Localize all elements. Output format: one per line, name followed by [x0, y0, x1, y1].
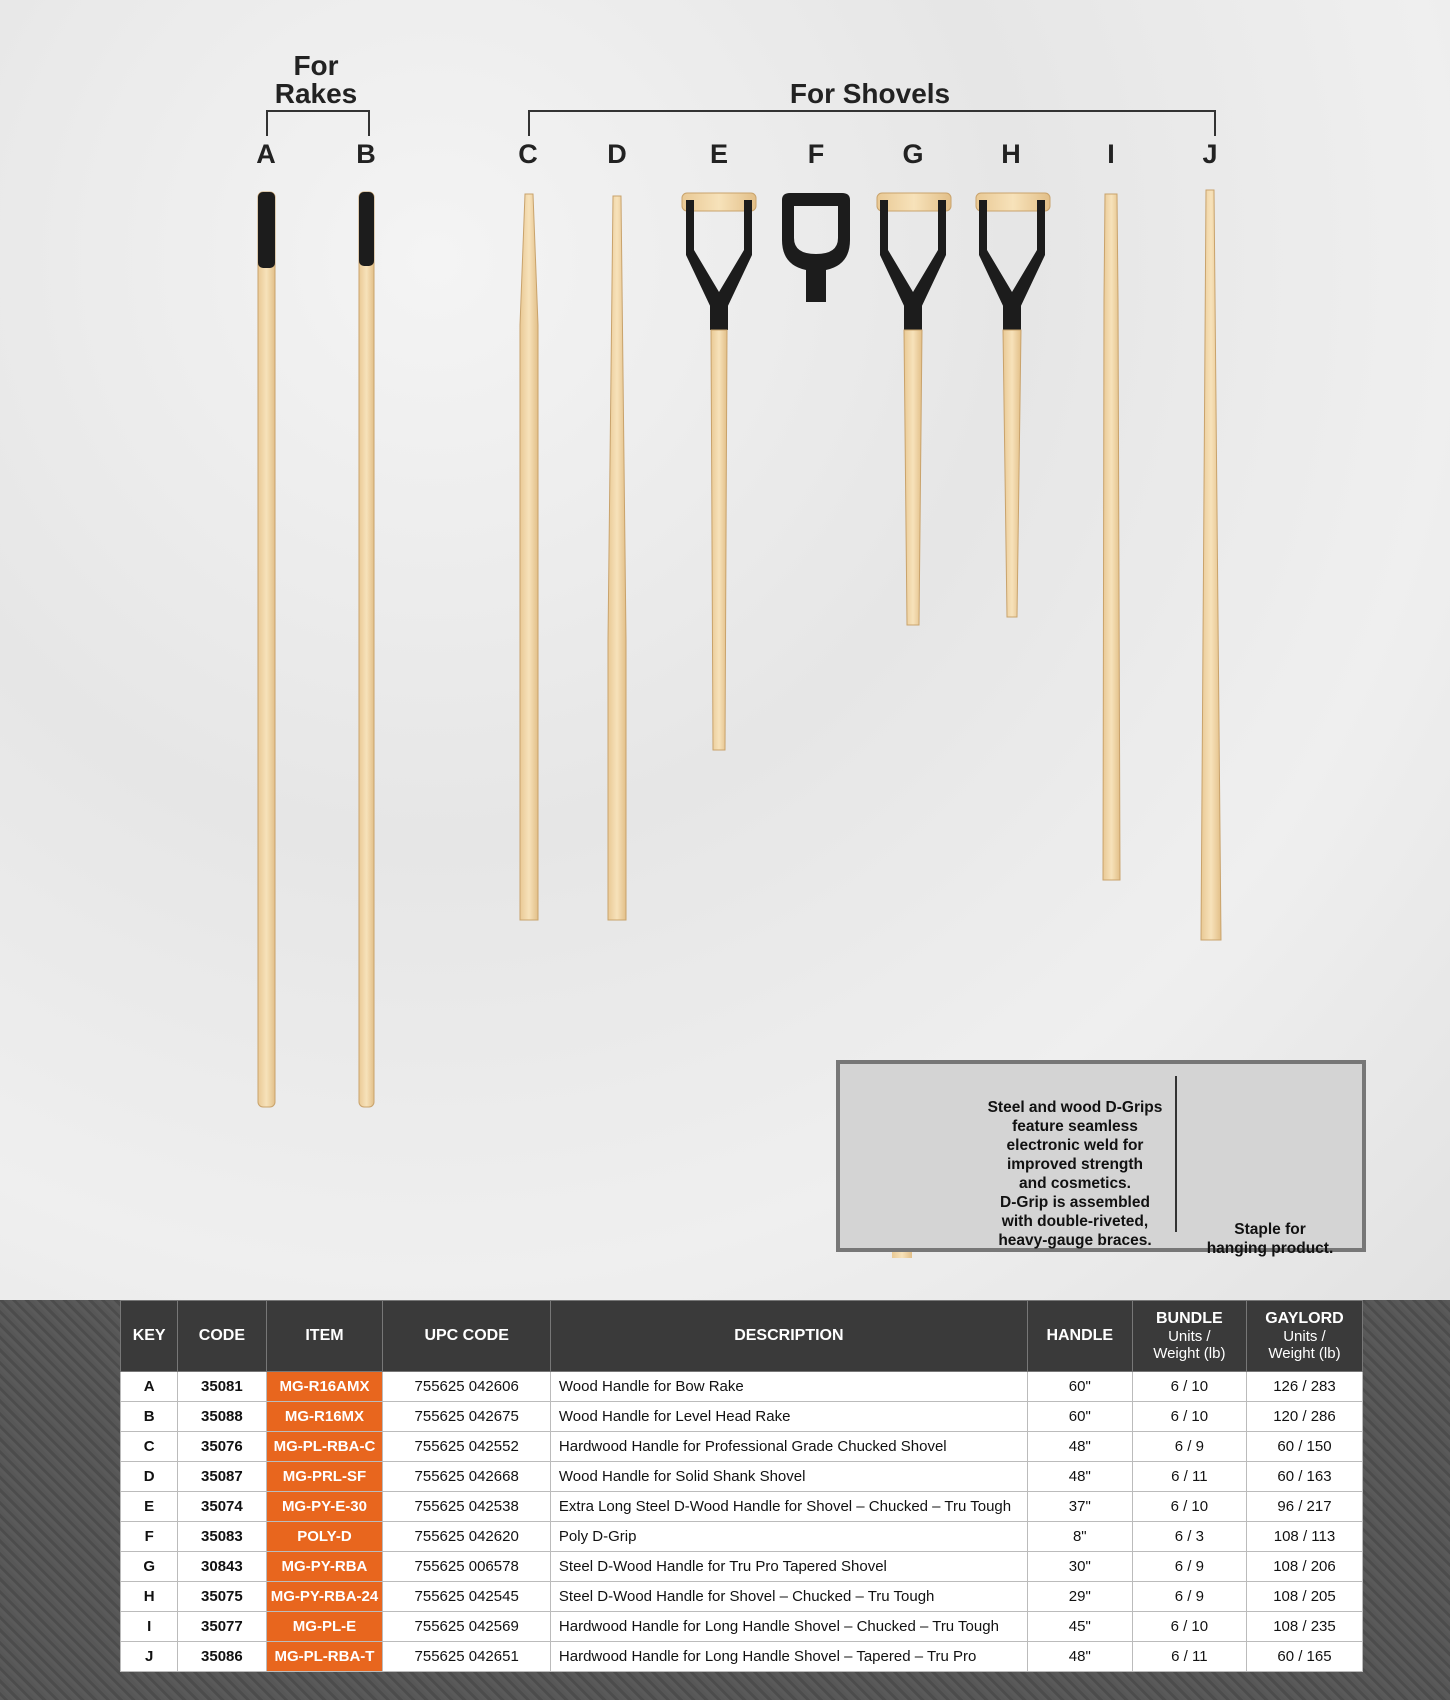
table-row [121, 1492, 1363, 1522]
cell-item: MG-R16MX [266, 1402, 383, 1432]
header-gaylord: GAYLORD Units / Weight (lb) [1246, 1301, 1362, 1372]
handle-i-image [1103, 194, 1120, 880]
cell-key: H [121, 1582, 178, 1612]
cell-handle: 48" [1027, 1462, 1132, 1492]
cell-upc: 755625 042675 [383, 1402, 550, 1432]
cell-bundle: 6 / 11 [1132, 1462, 1246, 1492]
cell-bundle: 6 / 10 [1132, 1402, 1246, 1432]
table-row [121, 1582, 1363, 1612]
cell-handle: 60" [1027, 1372, 1132, 1402]
cell-item: MG-PL-E [266, 1612, 383, 1642]
feature-callout [836, 1060, 1366, 1257]
handle-a-image [258, 192, 275, 1107]
cell-bundle: 6 / 10 [1132, 1372, 1246, 1402]
table-row [121, 1432, 1363, 1462]
cell-gaylord: 108 / 206 [1246, 1552, 1362, 1582]
table-row [121, 1522, 1363, 1552]
cell-upc: 755625 042668 [383, 1462, 550, 1492]
cell-item: MG-PL-RBA-T [266, 1642, 383, 1672]
cell-gaylord: 120 / 286 [1246, 1402, 1362, 1432]
key-letter-c: C [518, 139, 538, 169]
cell-description: Extra Long Steel D-Wood Handle for Shovel – Chucked – Tru Tough [550, 1492, 1027, 1522]
table-header-row [121, 1301, 1363, 1372]
cell-item: MG-PY-RBA [266, 1552, 383, 1582]
header-key: KEY [121, 1301, 178, 1372]
cell-description: Wood Handle for Solid Shank Shovel [550, 1462, 1027, 1492]
key-letter-h: H [1001, 139, 1021, 169]
cell-handle: 30" [1027, 1552, 1132, 1582]
cell-upc: 755625 006578 [383, 1552, 550, 1582]
cell-gaylord: 60 / 163 [1246, 1462, 1362, 1492]
shovels-group-title: For Shovels [789, 78, 951, 109]
cell-description: Hardwood Handle for Long Handle Shovel – Chucked – Tru Tough [550, 1612, 1027, 1642]
cell-code: 35086 [178, 1642, 266, 1672]
cell-bundle: 6 / 9 [1132, 1582, 1246, 1612]
key-letter-i: I [1107, 139, 1115, 169]
header-item: ITEM [266, 1301, 383, 1372]
header-upc: UPC CODE [383, 1301, 550, 1372]
key-letter-g: G [902, 139, 924, 169]
cell-bundle: 6 / 11 [1132, 1642, 1246, 1672]
cell-handle: 29" [1027, 1582, 1132, 1612]
cell-code: 35081 [178, 1372, 266, 1402]
cell-bundle: 6 / 10 [1132, 1492, 1246, 1522]
table-row [121, 1402, 1363, 1432]
cell-code: 35077 [178, 1612, 266, 1642]
cell-bundle: 6 / 3 [1132, 1522, 1246, 1552]
key-letter-f: F [807, 139, 825, 169]
cell-upc: 755625 042538 [383, 1492, 550, 1522]
cell-description: Steel D-Wood Handle for Shovel – Chucked – Tru Tough [550, 1582, 1027, 1612]
staple-feature-text: Staple for hanging product. [1206, 1221, 1334, 1257]
cell-upc: 755625 042545 [383, 1582, 550, 1612]
header-description: DESCRIPTION [550, 1301, 1027, 1372]
cell-key: E [121, 1492, 178, 1522]
header-handle: HANDLE [1027, 1301, 1132, 1372]
table-row [121, 1612, 1363, 1642]
cell-upc: 755625 042569 [383, 1612, 550, 1642]
cell-code: 35074 [178, 1492, 266, 1522]
cell-item: MG-R16AMX [266, 1372, 383, 1402]
cell-upc: 755625 042651 [383, 1642, 550, 1672]
cell-description: Poly D-Grip [550, 1522, 1027, 1552]
cell-gaylord: 96 / 217 [1246, 1492, 1362, 1522]
cell-key: I [121, 1612, 178, 1642]
handle-d-image [608, 196, 626, 920]
cell-gaylord: 60 / 150 [1246, 1432, 1362, 1462]
key-letter-j: J [1202, 139, 1218, 169]
cell-description: Hardwood Handle for Long Handle Shovel – Tapered – Tru Pro [550, 1642, 1027, 1672]
cell-handle: 48" [1027, 1642, 1132, 1672]
cell-handle: 45" [1027, 1612, 1132, 1642]
cell-gaylord: 108 / 235 [1246, 1612, 1362, 1642]
cell-gaylord: 108 / 113 [1246, 1522, 1362, 1552]
handle-c-image [520, 194, 538, 920]
product-spec-table [120, 1300, 1363, 1672]
key-letter-d: D [607, 139, 627, 169]
cell-key: G [121, 1552, 178, 1582]
table-row [121, 1552, 1363, 1582]
cell-key: C [121, 1432, 178, 1462]
cell-gaylord: 126 / 283 [1246, 1372, 1362, 1402]
cell-handle: 48" [1027, 1432, 1132, 1462]
cell-gaylord: 108 / 205 [1246, 1582, 1362, 1612]
rakes-group-title: For Rakes [274, 50, 358, 109]
cell-upc: 755625 042606 [383, 1372, 550, 1402]
cell-gaylord: 60 / 165 [1246, 1642, 1362, 1672]
cell-code: 35088 [178, 1402, 266, 1432]
callout-divider [1175, 1076, 1177, 1232]
d-grip-feature-text: Steel and wood D-Grips feature seamless electronic weld for improved strength and cosmetics. D-Grip is assembled with double-riveted, heavy-gauge braces. [987, 1099, 1163, 1249]
cell-bundle: 6 / 9 [1132, 1552, 1246, 1582]
cell-code: 35076 [178, 1432, 266, 1462]
cell-upc: 755625 042552 [383, 1432, 550, 1462]
cell-item: POLY-D [266, 1522, 383, 1552]
handle-e-image [682, 193, 756, 750]
cell-key: A [121, 1372, 178, 1402]
cell-key: B [121, 1402, 178, 1432]
cell-upc: 755625 042620 [383, 1522, 550, 1552]
cell-bundle: 6 / 9 [1132, 1432, 1246, 1462]
cell-item: MG-PL-RBA-C [266, 1432, 383, 1462]
header-code: CODE [178, 1301, 266, 1372]
handle-h-image [976, 193, 1050, 617]
table-body [121, 1372, 1363, 1672]
table-row [121, 1372, 1363, 1402]
cell-description: Hardwood Handle for Professional Grade Chucked Shovel [550, 1432, 1027, 1462]
handle-f-image [782, 193, 850, 302]
header-bundle: BUNDLE Units / Weight (lb) [1132, 1301, 1246, 1372]
cell-item: MG-PRL-SF [266, 1462, 383, 1492]
key-letter-a: A [256, 139, 276, 169]
cell-handle: 60" [1027, 1402, 1132, 1432]
table-row [121, 1642, 1363, 1672]
table-row [121, 1462, 1363, 1492]
cell-item: MG-PY-RBA-24 [266, 1582, 383, 1612]
cell-description: Wood Handle for Bow Rake [550, 1372, 1027, 1402]
cell-code: 35083 [178, 1522, 266, 1552]
cell-handle: 8" [1027, 1522, 1132, 1552]
cell-description: Steel D-Wood Handle for Tru Pro Tapered Shovel [550, 1552, 1027, 1582]
cell-bundle: 6 / 10 [1132, 1612, 1246, 1642]
cell-key: D [121, 1462, 178, 1492]
cell-description: Wood Handle for Level Head Rake [550, 1402, 1027, 1432]
key-letter-b: B [356, 139, 376, 169]
handle-j-image [1201, 190, 1221, 940]
cell-key: J [121, 1642, 178, 1672]
cell-code: 35075 [178, 1582, 266, 1612]
cell-key: F [121, 1522, 178, 1552]
cell-code: 35087 [178, 1462, 266, 1492]
handle-b-image [359, 192, 374, 1107]
cell-item: MG-PY-E-30 [266, 1492, 383, 1522]
cell-handle: 37" [1027, 1492, 1132, 1522]
handle-g-image [877, 193, 951, 625]
cell-code: 30843 [178, 1552, 266, 1582]
key-letter-e: E [709, 139, 728, 169]
